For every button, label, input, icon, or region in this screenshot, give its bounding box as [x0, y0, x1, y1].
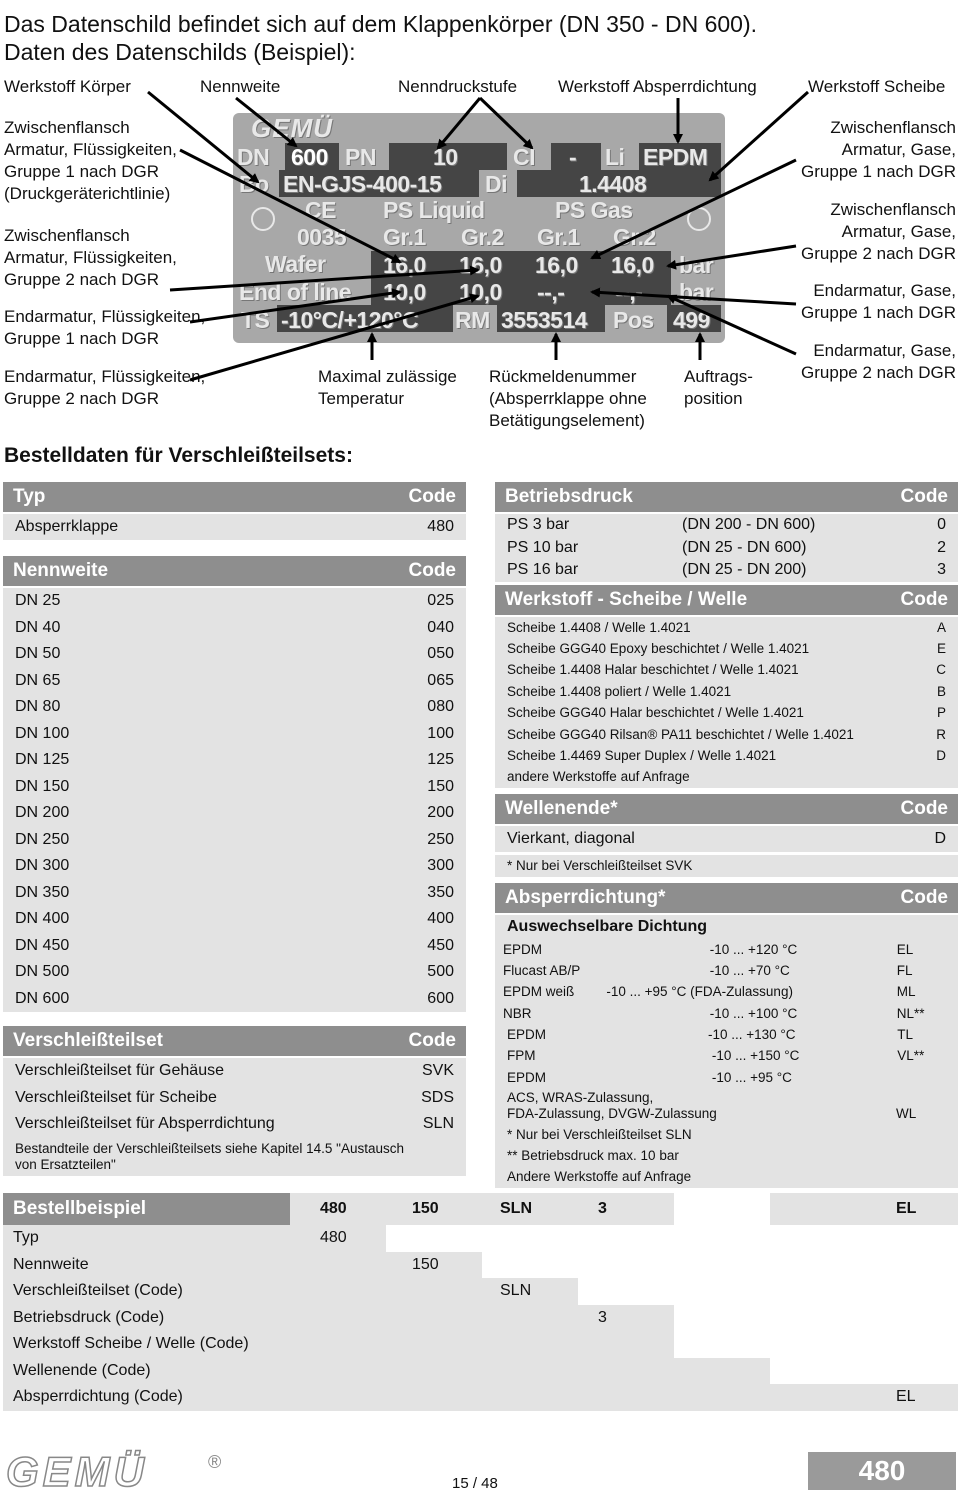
wellenende-code-header: Code: [900, 797, 948, 819]
absperr-code-header: Code: [900, 886, 948, 908]
table-row: EPDM -10 ... +120 °C EL: [495, 939, 958, 960]
nennweite-code-header: Code: [408, 560, 456, 581]
plate-ce-mark: CE: [305, 197, 336, 223]
absperr-note-2: ** Betriebsdruck max. 10 bar: [495, 1145, 958, 1166]
table-row: DN 25 025: [3, 588, 466, 615]
table-row: PS 16 bar (DN 25 - DN 200) 3: [495, 559, 958, 582]
plate-li: Li: [605, 144, 625, 170]
table-row: Betriebsdruck (Code) 3: [3, 1305, 958, 1332]
absperr-subheader: Auswechselbare Dichtung: [495, 915, 958, 939]
table-row: DN 300 300: [3, 853, 466, 880]
bestelldaten-heading: Bestelldaten für Verschleißteilsets:: [4, 444, 353, 467]
plate-ci: CI: [513, 144, 535, 170]
plate-pos: Pos: [613, 307, 654, 333]
plate-eol-3: --,-: [537, 279, 565, 305]
page-number: 15 / 48: [452, 1475, 498, 1492]
table-row: Scheibe 1.4408 poliert / Welle 1.4021 B: [495, 681, 958, 702]
table-row: Werkstoff Scheibe / Welle (Code): [3, 1331, 958, 1358]
plate-epdm: EPDM: [643, 144, 708, 170]
plate-ce-number: 0035: [297, 224, 347, 250]
left-label-2: Zwischenflansch Armatur, Flüssigkeiten, Gruppe 2 nach DGR: [4, 226, 177, 289]
table-row: Verschleißteilset für Absperrdichtung SLN: [3, 1111, 466, 1138]
table-row: Verschleißteilset für Gehäuse SVK: [3, 1058, 466, 1085]
plate-body-material: EN-GJS-400-15: [283, 171, 442, 197]
plate-dash: -: [569, 144, 577, 170]
arrow-gr1-liquid: [180, 150, 400, 262]
table-row: DN 40 040: [3, 615, 466, 642]
table-row: EPDM -10 ... +130 °C TL: [495, 1024, 958, 1045]
plate-gr2-liquid: Gr.2: [461, 224, 504, 250]
table-row: andere Werkstoffe auf Anfrage: [495, 766, 958, 787]
wellenende-header: [495, 794, 958, 824]
label-werkstoff-absperrdichtung: Werkstoff Absperrdichtung: [558, 77, 757, 96]
left-label-3: Endarmatur, Flüssigkeiten, Gruppe 1 nach DGR: [4, 307, 206, 348]
plate-di: Di: [485, 171, 507, 197]
left-tables: [3, 482, 466, 1176]
wellenende-note: * Nur bei Verschleißteilset SVK: [495, 855, 958, 877]
table-row: DN 450 450: [3, 933, 466, 960]
plate-wafer-1: 16,0: [383, 252, 426, 278]
right-label-2: Zwischenflansch Armatur, Gase, Gruppe 2 nach DGR: [801, 200, 956, 263]
arrow-endarmatur-liquid-2: [190, 296, 478, 380]
table-row: Scheibe GGG40 Halar beschichtet / Welle 1.4021 P: [495, 702, 958, 723]
plate-ps-liquid: PS Liquid: [383, 197, 485, 223]
typ-code-header: Code: [408, 486, 456, 507]
werkstoff-header: [495, 585, 958, 615]
table-row: Scheibe 1.4469 Super Duplex / Welle 1.4021 D: [495, 745, 958, 766]
table-row: EPDM weiß -10 ... +95 °C (FDA-Zulassung) ML: [495, 981, 958, 1002]
table-row: PS 3 bar (DN 200 - DN 600) 0: [495, 514, 958, 537]
bestellbeispiel-header: Bestellbeispiel 480 150 SLN 3 EL: [3, 1193, 958, 1225]
table-row: Absperrklappe 480: [3, 514, 466, 540]
table-row: DN 150 150: [3, 774, 466, 801]
label-nenndruckstufe: Nenndruckstufe: [398, 77, 518, 96]
table-row: DN 100 100: [3, 721, 466, 748]
betriebsdruck-code-header: Code: [900, 486, 948, 507]
plate-wafer-2: 16,0: [459, 252, 502, 278]
bestellbeispiel-title: Bestellbeispiel: [3, 1193, 290, 1225]
label-nennweite: Nennweite: [200, 77, 281, 96]
plate-ps-gas: PS Gas: [555, 197, 633, 223]
plate-pn: PN: [345, 144, 376, 170]
betriebsdruck-title: Betriebsdruck: [505, 486, 633, 507]
table-row: DN 65 065: [3, 668, 466, 695]
table-row: DN 125 125: [3, 747, 466, 774]
table-row: PS 10 bar (DN 25 - DN 600) 2: [495, 537, 958, 560]
plate-bar-1: bar: [679, 252, 714, 278]
nennweite-rows: [3, 588, 466, 1012]
footer-registered: ®: [208, 1452, 222, 1472]
table-row: ACS, WRAS-Zulassung, FDA-Zulassung, DVGW-Zulassung WL: [495, 1088, 958, 1124]
plate-eol-1: 10,0: [383, 279, 426, 305]
table-row: Scheibe GGG40 Rilsan® PA11 beschichtet / Welle 1.4021 R: [495, 723, 958, 744]
table-row: Scheibe 1.4408 / Welle 1.4021 A: [495, 617, 958, 638]
plate-eol-4: --,-: [615, 279, 643, 305]
vts-title: Verschleißteilset: [13, 1030, 163, 1051]
table-row: EPDM -10 ... +95 °C: [495, 1066, 958, 1087]
label-werkstoff-scheibe: Werkstoff Scheibe: [808, 77, 946, 96]
right-tables: [495, 482, 958, 1188]
plate-wafer: Wafer: [265, 251, 326, 277]
plate-rm: RM: [455, 307, 490, 333]
table-row: Verschleißteilset (Code) SLN: [3, 1278, 958, 1305]
right-label-3: Endarmatur, Gase, Gruppe 1 nach DGR: [801, 281, 956, 322]
absperr-note-1: * Nur bei Verschleißteilset SLN: [495, 1124, 958, 1145]
wellenende-title: Wellenende*: [505, 797, 618, 819]
plate-eol-2: 10,0: [459, 279, 502, 305]
arrow-endarmatur-liquid-1: [190, 292, 400, 322]
table-row: Scheibe 1.4408 Halar beschichtet / Welle 1.4021 C: [495, 659, 958, 680]
footer-logo: GEMÜ: [6, 1448, 148, 1495]
absperr-note-3: Andere Werkstoffe auf Anfrage: [495, 1166, 958, 1187]
typ-title: Typ: [13, 486, 46, 507]
plate-bar-2: bar: [679, 279, 714, 305]
arrow-nennweite: [236, 98, 296, 146]
nennweite-header: [3, 556, 466, 586]
arrow-endarmatur-gas-2: [668, 296, 796, 354]
arrow-werkstoff-koerper: [148, 92, 258, 182]
typ-header: [3, 482, 466, 512]
table-row: Typ 480: [3, 1225, 958, 1252]
intro-line-1: Das Datenschild befindet sich auf dem Klappenkörper (DN 350 - DN 600).: [4, 11, 757, 37]
table-row: DN 80 080: [3, 694, 466, 721]
vts-code-header: Code: [408, 1030, 456, 1051]
vts-note: Bestandteile der Verschleißteilsets siehe Kapitel 14.5 "Austausch von Ersatzteilen": [3, 1138, 466, 1176]
arrow-endarmatur-gas-1: [592, 292, 796, 304]
table-row: DN 50 050: [3, 641, 466, 668]
plate-dn-value: 600: [291, 144, 328, 170]
plate-gr1-liquid: Gr.1: [383, 224, 426, 250]
label-max-temp: Maximal zulässige Temperatur: [318, 367, 457, 408]
right-label-1: Zwischenflansch Armatur, Gase, Gruppe 1 nach DGR: [801, 118, 956, 181]
label-werkstoff-koerper: Werkstoff Körper: [4, 77, 131, 96]
werkstoff-title: Werkstoff - Scheibe / Welle: [505, 588, 748, 610]
plate-pos-value: 499: [673, 307, 710, 333]
plate-gr1-gas: Gr.1: [537, 224, 580, 250]
plate-disc-material: 1.4408: [579, 171, 647, 197]
plate-bo: Bo: [239, 171, 269, 197]
plate-wafer-4: 16,0: [611, 252, 654, 278]
table-row: Absperrdichtung (Code) EL: [3, 1384, 958, 1411]
plate-wafer-3: 16,0: [535, 252, 578, 278]
absperrdichtung-header: [495, 883, 958, 913]
table-row: DN 600 600: [3, 986, 466, 1013]
left-label-1: Zwischenflansch Armatur, Flüssigkeiten, Gruppe 1 nach DGR (Druckgeräterichtlinie): [4, 118, 177, 203]
table-row: DN 250 250: [3, 827, 466, 854]
table-row: NBR -10 ... +100 °C NL**: [495, 1003, 958, 1024]
annotation-arrows: [0, 0, 960, 440]
label-rueckmeldenummer: Rückmeldenummer (Absperrklappe ohne Betätigungselement): [489, 367, 647, 430]
table-row: Scheibe GGG40 Epoxy beschichtet / Welle 1.4021 E: [495, 638, 958, 659]
plate-ts-value: -10°C/+120°C: [281, 307, 419, 333]
right-label-4: Endarmatur, Gase, Gruppe 2 nach DGR: [801, 341, 956, 382]
plate-dn: DN: [237, 144, 270, 170]
arrow-gr2-gas: [668, 246, 796, 266]
arrow-nenndruckstufe-2: [480, 98, 532, 148]
table-row: DN 400 400: [3, 906, 466, 933]
werkstoff-code-header: Code: [900, 588, 948, 610]
table-row: FPM -10 ... +150 °C VL**: [495, 1045, 958, 1066]
arrow-gr1-gas: [592, 160, 796, 258]
arrow-nenndruckstufe-1: [438, 98, 480, 148]
table-row: Flucast AB/P -10 ... +70 °C FL: [495, 960, 958, 981]
plate-ts: TS: [241, 307, 270, 333]
plate-pn-value: 10: [433, 144, 458, 170]
table-row: Vierkant, diagonal D: [495, 826, 958, 852]
table-row: Wellenende (Code): [3, 1358, 958, 1385]
betriebsdruck-header: [495, 482, 958, 512]
intro-line-2: Daten des Datenschilds (Beispiel):: [4, 39, 356, 65]
bestellbeispiel-table: [3, 1193, 958, 1411]
left-label-4: Endarmatur, Flüssigkeiten, Gruppe 2 nach DGR: [4, 367, 206, 408]
plate-logo: GEMÜ: [251, 113, 333, 143]
table-row: Nennweite 150: [3, 1252, 958, 1279]
table-row: DN 500 500: [3, 959, 466, 986]
nennweite-title: Nennweite: [13, 560, 109, 581]
absperr-title: Absperrdichtung*: [505, 886, 666, 908]
verschleissteilset-header: [3, 1026, 466, 1056]
arrow-gr2-liquid: [170, 270, 478, 290]
model-badge: 480: [808, 1452, 956, 1490]
table-row: Verschleißteilset für Scheibe SDS: [3, 1085, 466, 1112]
arrow-werkstoff-scheibe: [710, 92, 808, 180]
table-row: DN 200 200: [3, 800, 466, 827]
plate-end-of-line: End of line: [239, 279, 352, 305]
table-row: DN 350 350: [3, 880, 466, 907]
label-auftragsposition: Auftrags- position: [684, 367, 753, 408]
plate-rm-value: 3553514: [501, 307, 588, 333]
plate-gr2-gas: Gr.2: [613, 224, 656, 250]
